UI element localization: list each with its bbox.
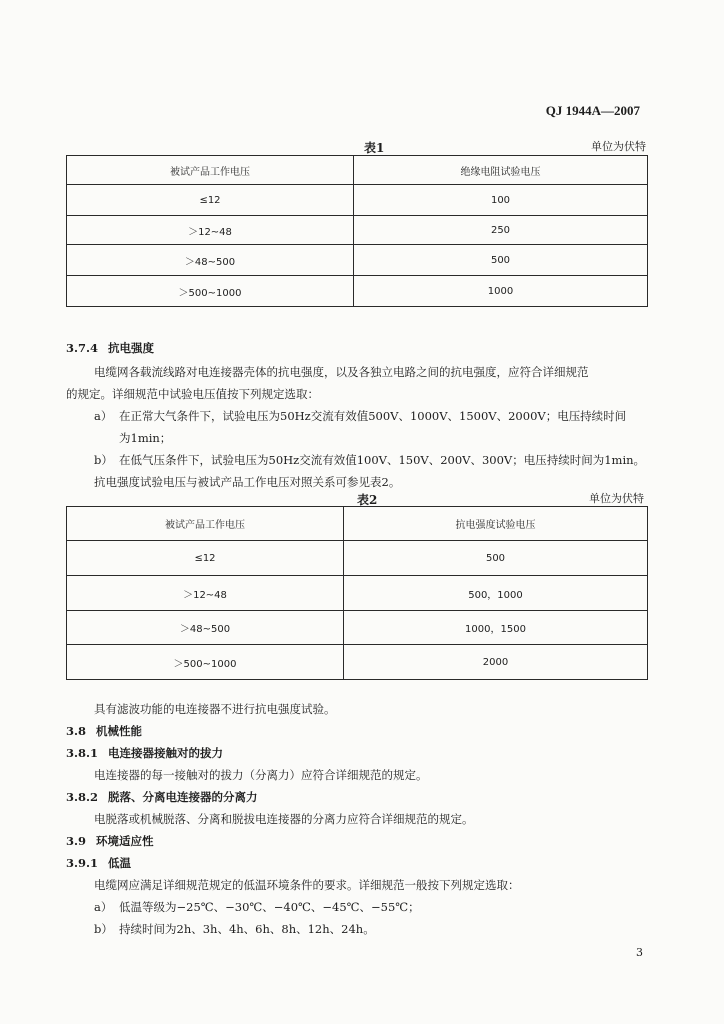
table-header-row — [67, 507, 648, 541]
section-number: 3.8.1 — [66, 746, 99, 760]
section-title: 低温 — [108, 856, 132, 870]
table-row — [67, 276, 648, 307]
paragraph: 电缆网各载流线路对电连接器壳体的抗电强度，以及各独立电路之间的抗电强度，应符合详细规范 — [94, 365, 589, 379]
table-row — [67, 185, 648, 216]
table-cell: 100 — [354, 185, 648, 216]
section-title: 抗电强度 — [108, 341, 155, 355]
table-cell: 500，1000 — [344, 576, 648, 611]
section-heading-3-8-2 — [66, 789, 258, 805]
section-title: 机械性能 — [96, 724, 143, 738]
table-row — [67, 245, 648, 276]
paragraph: 电连接器的每一接触对的拔力（分离力）应符合详细规范的规定。 — [94, 768, 428, 782]
paragraph: 电缆网应满足详细规范规定的低温环境条件的要求。详细规范一般按下列规定选取： — [94, 878, 520, 892]
table1 — [66, 155, 648, 307]
table1-caption: 表1 — [364, 141, 385, 155]
table-cell: ＞12~48 — [67, 576, 344, 611]
table-cell: 500 — [344, 541, 648, 576]
paragraph: 具有滤波功能的电连接器不进行抗电强度试验。 — [94, 702, 336, 716]
table-row — [67, 645, 648, 680]
section-number: 3.9.1 — [66, 856, 99, 870]
list-item: 持续时间为2h、3h、4h、6h、8h、12h、24h。 — [119, 922, 375, 936]
list-item-continuation: 为1min； — [119, 431, 172, 445]
list-marker: a） — [94, 900, 113, 914]
table-header: 被试产品工作电压 — [67, 156, 354, 185]
section-heading-3-9 — [66, 833, 154, 849]
table-header: 被试产品工作电压 — [67, 507, 344, 541]
table-cell: ≤12 — [67, 541, 344, 576]
table2-unit: 单位为伏特 — [589, 492, 644, 505]
table-row — [67, 216, 648, 245]
section-number: 3.9 — [66, 834, 87, 848]
table-row — [67, 541, 648, 576]
table-cell: ≤12 — [67, 185, 354, 216]
table-cell: ＞48~500 — [67, 611, 344, 645]
table-cell: 500 — [354, 245, 648, 276]
document-code: QJ 1944A—2007 — [545, 103, 640, 118]
page-number: 3 — [636, 946, 643, 959]
table-header: 绝缘电阻试验电压 — [354, 156, 648, 185]
section-number: 3.8.2 — [66, 790, 99, 804]
paragraph: 抗电强度试验电压与被试产品工作电压对照关系可参见表2。 — [94, 475, 401, 489]
list-marker: b） — [94, 453, 113, 467]
section-heading-3-7-4 — [66, 340, 154, 356]
paragraph: 电脱落或机械脱落、分离和脱拔电连接器的分离力应符合详细规范的规定。 — [94, 812, 474, 826]
list-item: 在低气压条件下，试验电压为50Hz交流有效值100V、150V、200V、300V；电压持续时间为1min。 — [119, 453, 646, 467]
table-cell: 1000 — [354, 276, 648, 307]
section-title: 脱落、分离电连接器的分离力 — [108, 790, 258, 804]
section-title: 环境适应性 — [96, 834, 154, 848]
table-row — [67, 576, 648, 611]
table-cell: 2000 — [344, 645, 648, 680]
table-cell: ＞500~1000 — [67, 645, 344, 680]
table-cell: 1000，1500 — [344, 611, 648, 645]
table2 — [66, 506, 648, 680]
section-heading-3-9-1 — [66, 855, 131, 871]
table-cell: ＞48~500 — [67, 245, 354, 276]
section-title: 电连接器接触对的拔力 — [108, 746, 224, 760]
section-number: 3.8 — [66, 724, 87, 738]
table-header-row — [67, 156, 648, 185]
table-cell: ＞12~48 — [67, 216, 354, 245]
table-row — [67, 611, 648, 645]
table-header: 抗电强度试验电压 — [344, 507, 648, 541]
section-number: 3.7.4 — [66, 341, 99, 355]
table-cell: ＞500~1000 — [67, 276, 354, 307]
section-heading-3-8-1 — [66, 745, 223, 761]
table2-caption: 表2 — [357, 493, 378, 507]
list-marker: b） — [94, 922, 113, 936]
list-item: 低温等级为−25℃、−30℃、−40℃、−45℃、−55℃； — [119, 900, 420, 914]
table-cell: 250 — [354, 216, 648, 245]
table1-unit: 单位为伏特 — [591, 140, 646, 153]
list-item: 在正常大气条件下，试验电压为50Hz交流有效值500V、1000V、1500V、2000V；电压持续时间 — [119, 409, 627, 423]
section-heading-3-8 — [66, 723, 142, 739]
list-marker: a） — [94, 409, 113, 423]
paragraph: 的规定。详细规范中试验电压值按下列规定选取： — [66, 387, 319, 401]
